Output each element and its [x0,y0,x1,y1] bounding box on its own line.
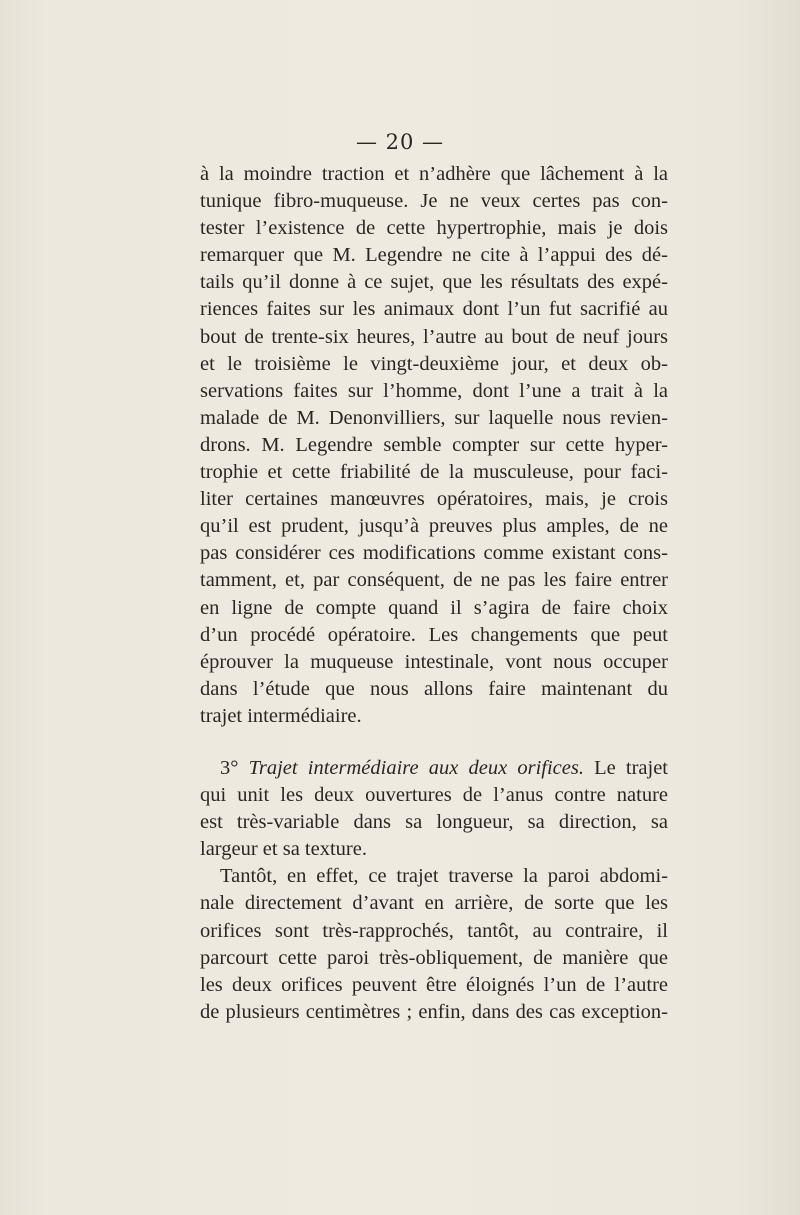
section-3 [200,755,668,863]
text-line: à la moindre traction et n’adhère que lâchement à la [200,163,668,185]
text-line: malade de M. Denonvilliers, sur laquelle nous revien- [200,406,668,429]
text-line: remarquer que M. Legendre ne cite à l’appui des dé- [200,244,668,267]
section-gap [200,730,668,755]
section-number: 3° [220,756,239,779]
text-line: liter certaines manœuvres opératoires, mais, je crois [200,488,668,511]
text-line: qu’il est prudent, jusqu’à preuves plus amples, de ne [200,515,668,538]
text-line: éprouver la muqueuse intestinale, vont nous occuper [200,650,668,673]
text-line: trophie et cette friabilité de la musculeuse, pour faci- [200,461,668,484]
text-line: tunique fibro-muqueuse. Je ne veux certes pas con- [200,190,668,213]
text-line: parcourt cette paroi très-obliquement, de manière que [200,946,668,969]
text-line: les deux orifices peuvent être éloignés l’un de l’autre [200,973,668,996]
text-line: est très-variable dans sa longueur, sa direction, sa [200,811,668,834]
text-line: trajet intermédiaire. [200,704,362,727]
text-line: tamment, et, par conséquent, de ne pas les faire entrer [200,569,668,592]
text-line: orifices sont très-rapprochés, tantôt, au contraire, il [200,919,668,942]
text-line: servations faites sur l’homme, dont l’une a trait à la [200,379,668,402]
text-line-rest: Le trajet [594,756,668,779]
text-line: drons. M. Legendre semble compter sur cette hyper- [200,433,668,456]
text-line: tails qu’il donne à ce sujet, que les résultats des expé- [200,271,668,294]
section-heading-line [200,755,668,782]
text-line: nale directement d’avant en arrière, de sorte que les [200,892,668,915]
paragraph-1 [200,161,668,730]
text-line: de plusieurs centimètres ; enfin, dans des cas exception- [200,1000,668,1023]
text-line: et le troisième le vingt-deuxième jour, et deux ob- [200,352,668,375]
text-line: dans l’étude que nous allons faire maintenant du [200,677,668,700]
text-line: bout de trente-six heures, l’autre au bout de neuf jours [200,325,668,348]
paragraph-3 [200,863,668,1026]
text-line: riences faites sur les animaux dont l’un fut sacrifié au [200,298,668,321]
text-line: qui unit les deux ouvertures de l’anus contre nature [200,784,668,807]
text-line: largeur et sa texture. [200,838,367,861]
text-line: d’un procédé opératoire. Les changements que peut [200,623,668,646]
section-title: Trajet intermédiaire aux deux orifices. [248,756,584,779]
text-line: tester l’existence de cette hypertrophie, mais je dois [200,217,668,240]
text-line: Tantôt, en effet, ce trajet traverse la paroi abdomi- [220,865,668,888]
body-text [200,161,668,1026]
text-line: en ligne de compte quand il s’agira de faire choix [200,596,668,619]
text-line: pas considérer ces modifications comme existant cons- [200,542,668,565]
page-number: — 20 — [355,130,445,154]
